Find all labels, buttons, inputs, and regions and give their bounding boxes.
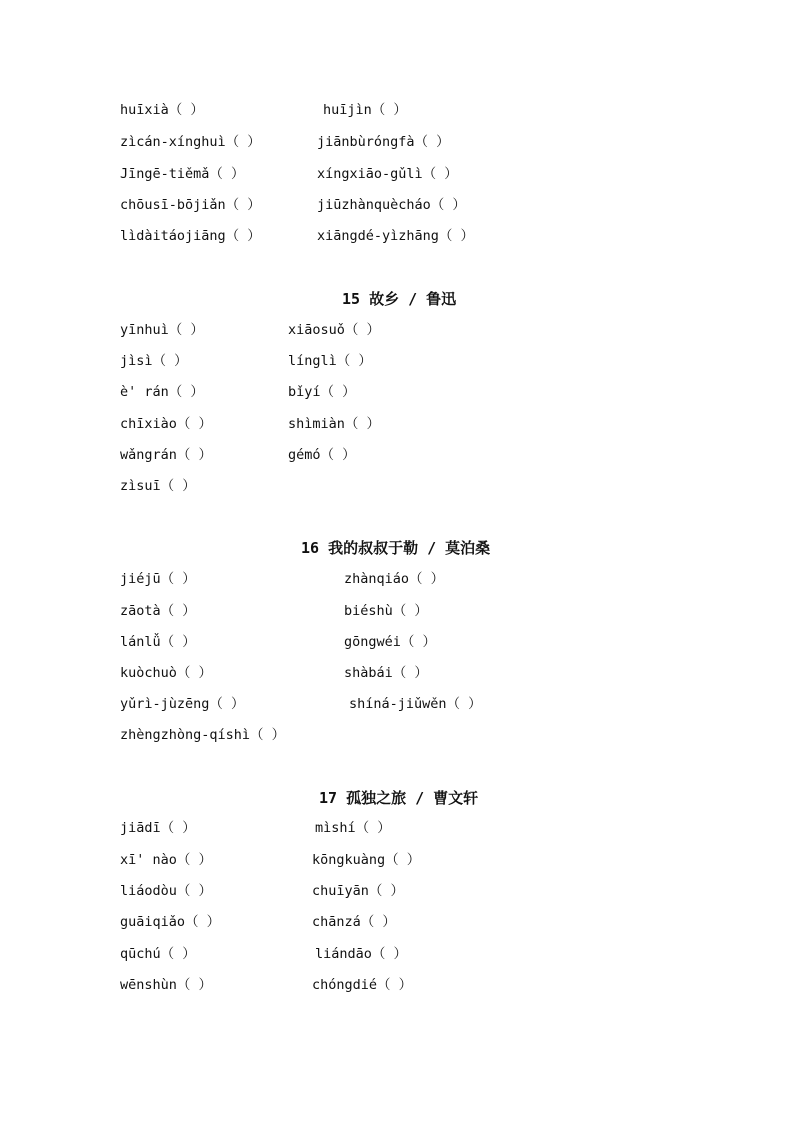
pinyin-item: kuòchuò（ ） — [120, 665, 213, 681]
pinyin-item: guāiqiǎo（ ） — [120, 914, 221, 930]
pinyin-item: yīnhuì（ ） — [120, 322, 204, 338]
pinyin-item: shìmiàn（ ） — [288, 416, 381, 432]
pinyin-item: yǔrì-jùzēng（ ） — [120, 696, 245, 712]
pinyin-item: è' rán（ ） — [120, 384, 204, 400]
lesson-title: 16 我的叔叔于勒 / 莫泊桑 — [301, 539, 491, 557]
lesson-title: 15 故乡 / 鲁迅 — [342, 290, 457, 308]
pinyin-item: bǐyí（ ） — [288, 384, 356, 400]
pinyin-item: lánlǚ（ ） — [120, 634, 196, 650]
pinyin-item: xiāngdé-yìzhāng（ ） — [317, 228, 475, 244]
pinyin-item: chuīyān（ ） — [312, 883, 405, 899]
pinyin-item: biéshù（ ） — [344, 603, 428, 619]
pinyin-item: jìsì（ ） — [120, 353, 188, 369]
pinyin-item: wēnshùn（ ） — [120, 977, 213, 993]
pinyin-item: chānzá（ ） — [312, 914, 396, 930]
pinyin-item: Jīngē-tiěmǎ（ ） — [120, 166, 245, 182]
pinyin-item: xíngxiāo-gǔlì（ ） — [317, 166, 458, 182]
pinyin-item: zhànqiáo（ ） — [344, 571, 445, 587]
pinyin-item: chīxiào（ ） — [120, 416, 213, 432]
pinyin-item: liáodòu（ ） — [120, 883, 213, 899]
pinyin-item: gōngwéi（ ） — [344, 634, 437, 650]
pinyin-item: xiāosuǒ（ ） — [288, 322, 381, 338]
pinyin-item: jiādī（ ） — [120, 820, 196, 836]
pinyin-item: chōusī-bōjiǎn（ ） — [120, 197, 261, 213]
pinyin-item: zìcán-xínghuì（ ） — [120, 134, 261, 150]
pinyin-item: xī' nào（ ） — [120, 852, 213, 868]
pinyin-item: lìdàitáojiāng（ ） — [120, 228, 261, 244]
pinyin-item: jiānbùróngfà（ ） — [317, 134, 450, 150]
lesson-title: 17 孤独之旅 / 曹文轩 — [319, 789, 479, 807]
pinyin-item: liándāo（ ） — [315, 946, 408, 962]
pinyin-item: mìshí（ ） — [315, 820, 391, 836]
pinyin-item: huīxià（ ） — [120, 102, 204, 118]
pinyin-item: línglì（ ） — [288, 353, 372, 369]
pinyin-item: huījìn（ ） — [323, 102, 407, 118]
pinyin-item: shíná-jiǔwěn（ ） — [349, 696, 482, 712]
pinyin-item: wǎngrán（ ） — [120, 447, 213, 463]
pinyin-item: zìsuī（ ） — [120, 478, 196, 494]
pinyin-item: shàbái（ ） — [344, 665, 428, 681]
pinyin-item: qūchú（ ） — [120, 946, 196, 962]
pinyin-item: chóngdié（ ） — [312, 977, 413, 993]
pinyin-item: gémó（ ） — [288, 447, 356, 463]
pinyin-item: zhèngzhòng-qíshì（ ） — [120, 727, 286, 743]
pinyin-item: zāotà（ ） — [120, 603, 196, 619]
pinyin-item: jiéjū（ ） — [120, 571, 196, 587]
pinyin-item: jiūzhànquècháo（ ） — [317, 197, 466, 213]
pinyin-item: kōngkuàng（ ） — [312, 852, 421, 868]
